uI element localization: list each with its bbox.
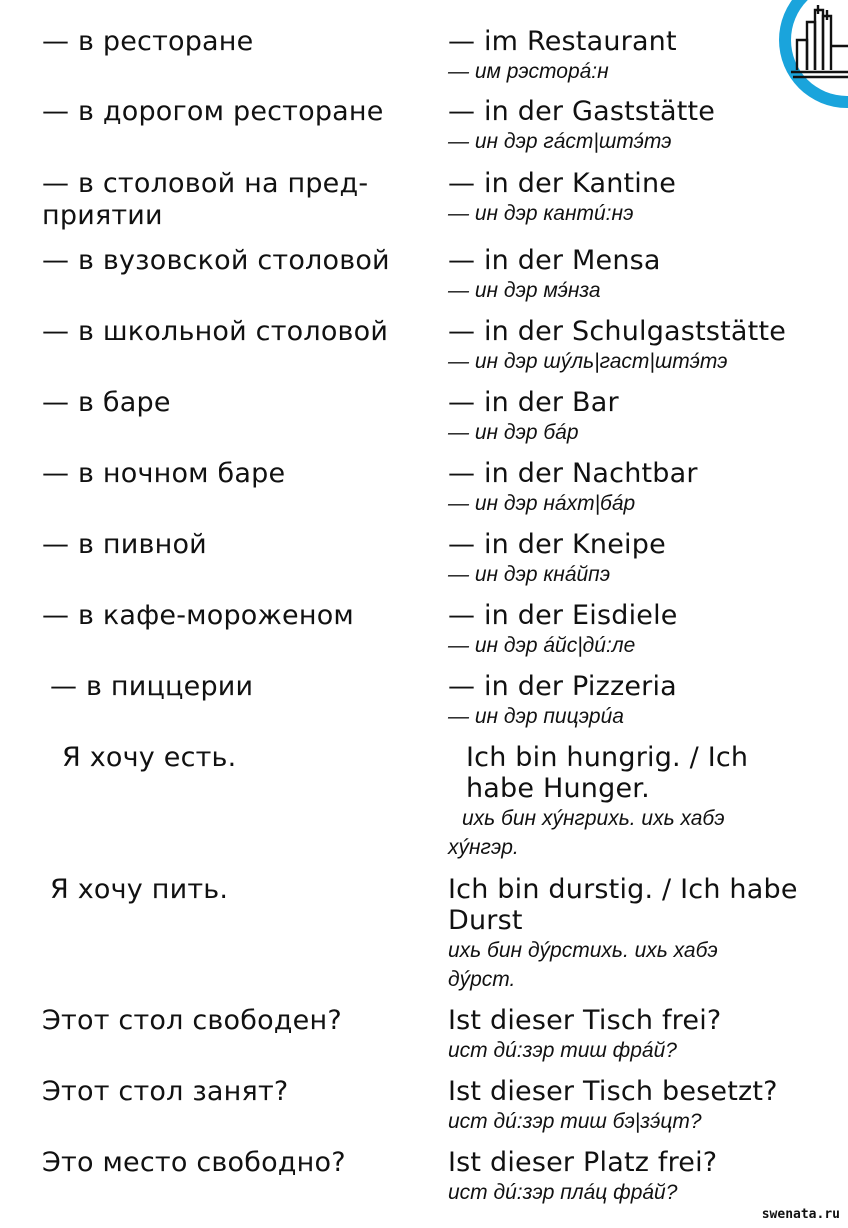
phrase-de: Ist dieser Tisch besetzt? xyxy=(448,1076,778,1107)
transcription: ист дú:зэр тиш фрáй? xyxy=(448,1039,677,1062)
transcription: ист дú:зэр тиш бэ|зэ́цт? xyxy=(448,1110,702,1133)
transcription: — ин дэр нáхт|бáр xyxy=(448,492,636,515)
phrase-ru: Этот стол свободен? xyxy=(42,1005,342,1036)
phrase-ru: — в столовой на пред- приятии xyxy=(42,168,369,231)
phrase-ru: — в вузовской столовой xyxy=(42,245,390,276)
phrase-ru: — в кафе-мороженом xyxy=(42,600,354,631)
phrase-de: — in der Kantine xyxy=(448,168,677,199)
transcription: — ин дэр áйс|дú:ле xyxy=(448,634,636,657)
phrase-ru: — в ночном баре xyxy=(42,458,286,489)
phrase-de: Ist dieser Tisch frei? xyxy=(448,1005,722,1036)
phrase-de: — in der Pizzeria xyxy=(448,671,677,702)
transcription: ист дú:зэр плáц фрáй? xyxy=(448,1181,678,1204)
phrase-de: — in der Kneipe xyxy=(448,529,666,560)
phrase-ru: Я хочу пить. xyxy=(50,874,229,905)
phrase-ru: Это место свободно? xyxy=(42,1147,346,1178)
phrase-de: — in der Mensa xyxy=(448,245,661,276)
phrase-de: — in der Nachtbar xyxy=(448,458,698,489)
phrase-ru: Этот стол занят? xyxy=(42,1076,289,1107)
watermark: swenata.ru xyxy=(761,1207,840,1222)
phrase-de: Ich bin durstig. / Ich habe Durst xyxy=(448,874,798,936)
phrase-de: — in der Bar xyxy=(448,387,619,418)
transcription: — им рэсторá:н xyxy=(448,60,609,83)
transcription: — ин дэр кнáйпэ xyxy=(448,563,611,586)
transcription: — ин дэр бáр xyxy=(448,421,579,444)
transcription: — ин дэр кантú:нэ xyxy=(448,202,634,225)
transcription: — ин дэр гáст|штэ́тэ xyxy=(448,130,672,153)
transcription: — ин дэр мэ́нза xyxy=(448,279,601,302)
phrase-de: — in der Eisdiele xyxy=(448,600,678,631)
phrase-de: — in der Gaststätte xyxy=(448,96,716,127)
phrase-ru: — в пиццерии xyxy=(50,671,254,702)
phrase-ru: — в ресторане xyxy=(42,26,254,57)
transcription: — ин дэр пицэрúа xyxy=(448,705,624,728)
transcription: ихь бин хýнгрихь. ихь хабэ хýнгэр. xyxy=(448,807,725,859)
phrase-de: — in der Schulgaststätte xyxy=(448,316,787,347)
phrase-ru: — в дорогом ресторане xyxy=(42,96,384,127)
phrase-ru: — в школьной столовой xyxy=(42,316,389,347)
transcription: ихь бин дýрстихь. ихь хабэ дýрст. xyxy=(448,939,718,991)
phrase-de: — im Restaurant xyxy=(448,26,677,57)
phrase-ru: — в баре xyxy=(42,387,171,418)
phrase-ru: Я хочу есть. xyxy=(62,742,237,773)
transcription: — ин дэр шýль|гаст|штэ́тэ xyxy=(448,350,728,373)
phrase-ru: — в пивной xyxy=(42,529,207,560)
phrase-de: Ist dieser Platz frei? xyxy=(448,1147,718,1178)
phrase-de: Ich bin hungrig. / Ich habe Hunger. xyxy=(466,742,749,804)
